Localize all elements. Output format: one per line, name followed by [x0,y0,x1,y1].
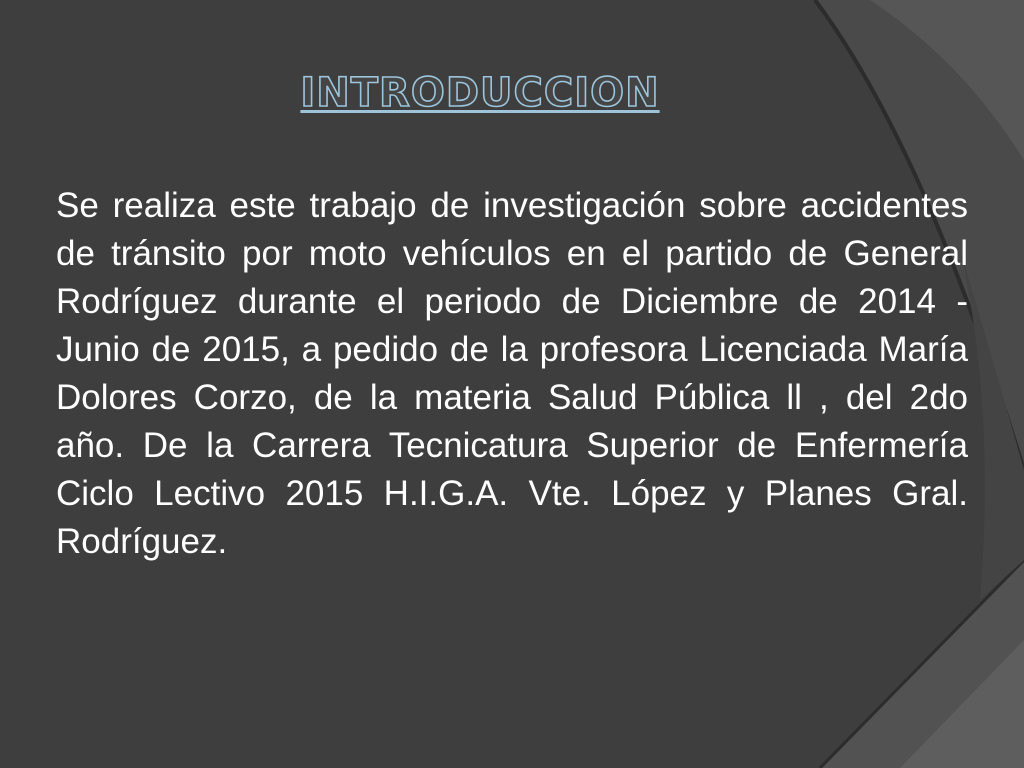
slide-body-text: Se realiza este trabajo de investigación sobre accidentes de tránsito por moto vehículos en el partido de General Rodríguez durante el periodo de Diciembre de 2014 - Junio de 2015, a pedido de la profesora Licenciada María Dolores Corzo, de la materia Salud Pública ll , del 2do año. De la Carrera Tecnicatura Superior de Enfermería Ciclo Lectivo 2015 H.I.G.A. Vte. López y Planes Gral. Rodríguez. [56,186,968,561]
slide-title-container [0,70,1024,116]
slide-title: INTRODUCCION [300,70,660,116]
